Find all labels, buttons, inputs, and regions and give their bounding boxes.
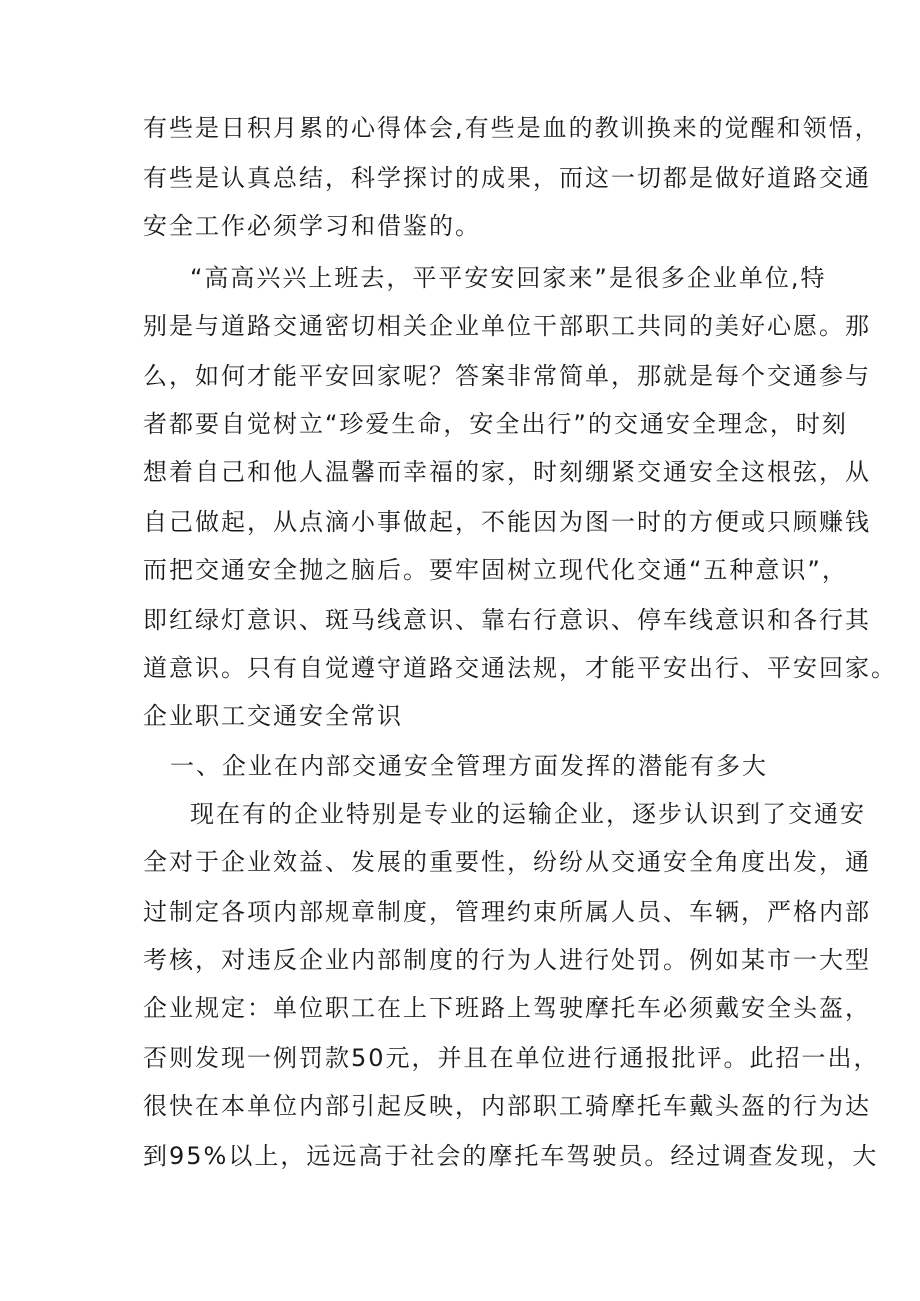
section-heading: 一、企业在内部交通安全管理方面发挥的潜能有多大: [170, 752, 768, 780]
section-title: 企业职工交通安全常识: [143, 702, 403, 730]
text-line: 过制定各项内部规章制度，管理约束所属人员、车辆，严格内部: [143, 898, 871, 926]
text-line: 想着自己和他人温馨而幸福的家，时刻绷紧交通安全这根弦，从: [143, 458, 871, 486]
text-line: 企业规定：单位职工在上下班路上驾驶摩托车必须戴安全头盔，: [143, 994, 871, 1022]
text-line: 考核，对违反企业内部制度的行为人进行处罚。例如某市一大型: [143, 946, 871, 974]
paragraph-start-line: “高高兴兴上班去，平平安安回家来”是很多企业单位,特: [190, 264, 827, 292]
text-line: 有些是认真总结，科学探讨的成果，而这一切都是做好道路交通: [143, 164, 871, 192]
text-line: 么，如何才能平安回家呢？答案非常简单，那就是每个交通参与: [143, 362, 871, 390]
text-line: 即红绿灯意识、斑马线意识、靠右行意识、停车线意识和各行其: [143, 606, 871, 634]
text-line: 者都要自觉树立“珍爱生命，安全出行”的交通安全理念，时刻: [143, 410, 848, 438]
text-line: 有些是日积月累的心得体会,有些是血的教训换来的觉醒和领悟，: [143, 114, 881, 142]
text-line: 到95%以上，远远高于社会的摩托车驾驶员。经过调查发现，大: [143, 1142, 879, 1170]
text-line: 道意识。只有自觉遵守道路交通法规，才能平安出行、平安回家。: [143, 654, 897, 682]
text-line: 很快在本单位内部引起反映，内部职工骑摩托车戴头盔的行为达: [143, 1092, 871, 1120]
text-line: 别是与道路交通密切相关企业单位干部职工共同的美好心愿。那: [143, 312, 871, 340]
text-line: 全对于企业效益、发展的重要性，纷纷从交通安全角度出发，通: [143, 848, 871, 876]
text-line: 自己做起，从点滴小事做起，不能因为图一时的方便或只顾赚钱: [143, 508, 871, 536]
paragraph-start-line: 现在有的企业特别是专业的运输企业，逐步认识到了交通安: [190, 800, 866, 828]
text-line: 而把交通安全抛之脑后。要牢固树立现代化交通“五种意识”，: [143, 556, 848, 584]
text-line: 否则发现一例罚款50元，并且在单位进行通报批评。此招一出，: [143, 1044, 880, 1072]
text-line: 安全工作必须学习和借鉴的。: [143, 212, 481, 240]
